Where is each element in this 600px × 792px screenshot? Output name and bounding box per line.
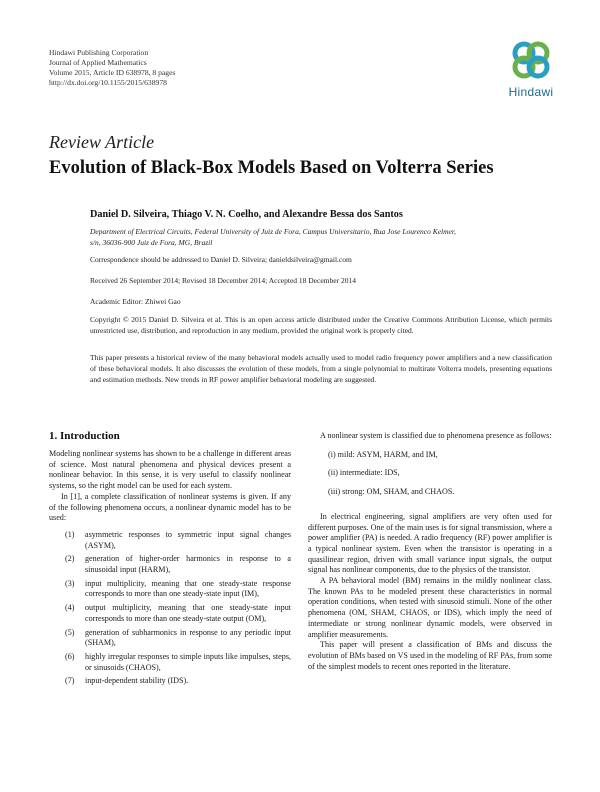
list-item: (1) asymmetric responses to symmetric input signal changes (ASYM), [65, 529, 291, 550]
list-item: (ii) intermediate: IDS, [328, 468, 400, 478]
correspondence: Correspondence should be addressed to Daniel D. Silveira; danieldsilveira@gmail.com [90, 255, 352, 264]
authors: Daniel D. Silveira, Thiago V. N. Coelho, and Alexandre Bessa dos Santos [90, 209, 403, 220]
right-column [308, 431, 552, 672]
academic-editor: Academic Editor: Zhiwei Gao [90, 297, 181, 306]
article-title: Evolution of Black-Box Models Based on Volterra Series [49, 158, 494, 178]
header-publisher: Hindawi Publishing Corporation [49, 48, 149, 57]
phenomena-list [49, 530, 291, 687]
affiliation-line-1: Department of Electrical Circuits, Federal University of Juiz de Fora, Campus Universitario, Rua Jose Lourenco Kelmer, [90, 227, 456, 236]
list-item: (4) output multiplicity, meaning that one steady-state input corresponds to more than one steady-state output (OM), [65, 603, 291, 623]
amplifier-paragraph: In electrical engineering, signal amplifiers are very often used for different purposes. One of the main uses is for signal transmission, where a power amplifier (PA) is needed. A radio frequency (RF) power amplifier is a typical nonlinear system. Even when the transistor is operating in a quasilinear region, driven with small variance input signals, the output signal has nonlinear components, due to the physics of the transistor. [308, 511, 552, 575]
list-item: (i) mild: ASYM, HARM, and IM, [328, 449, 438, 459]
article-type: Review Article [49, 132, 155, 152]
journal-header [49, 48, 175, 88]
hindawi-logo-text: Hindawi [508, 85, 554, 99]
intro-paragraph-2: In [1], a complete classification of nonlinear systems is given. If any of the following phenomena occurs, a nonlinear dynamic model has to be used: [49, 491, 291, 523]
list-item: (iii) strong: OM, SHAM, and CHAOS. [328, 487, 455, 497]
abstract: This paper presents a historical review of the many behavioral models actually used to model radio frequency power amplifiers and a new classification of these behavioral models. It also discusses the evolution of these models, from a single polynomial to multirate Volterra models, presenting equations and estimation methods. New trends in RF power amplifier behavioral modeling are suggested. [90, 353, 552, 384]
affiliation-line-2: s/n, 36036-900 Juiz de Fora, MG, Brazil [90, 238, 213, 247]
header-journal: Journal of Applied Mathematics [49, 58, 147, 67]
list-item: (5) generation of subharmonics in response to any periodic input (SHAM), [65, 627, 291, 648]
hindawi-logo [502, 40, 560, 106]
left-column [49, 449, 291, 687]
section-heading-introduction: 1. Introduction [49, 430, 120, 442]
header-volume: Volume 2015, Article ID 638978, 8 pages [49, 68, 176, 77]
classification-list [322, 450, 552, 498]
list-item: (3) input multiplicity, meaning that one steady-state response corresponds to more than one steady-state input (IM), [65, 578, 291, 599]
dates: Received 26 September 2014; Revised 18 December 2014; Accepted 18 December 2014 [90, 276, 356, 285]
behavioral-model-paragraph: A PA behavioral model (BM) remains in the mildly nonlinear class. The known PAs to be modeled present these characteristics in normal operation conditions, when tested with sinusoid stimuli. None of the other phenomena (OM, SHAM, CHAOS, or IDS), which imply the need of intermediate or strong nonlinear dynamic models, were observed in amplifier measurements. [308, 576, 552, 639]
list-item: (6) highly irregular responses to simple inputs like impulses, steps, or sinusoids (CHAOS), [65, 651, 291, 672]
list-item: (7) input-dependent stability (IDS). [65, 676, 189, 686]
copyright: Copyright © 2015 Daniel D. Silveira et al. This is an open access article distributed under the Creative Commons Attribution License, which permits unrestricted use, distribution, and reproduction in any medium, provided the original work is properly cited. [90, 315, 552, 335]
list-item: (2) generation of higher-order harmonics in response to a sinusoidal input (HARM), [65, 554, 291, 575]
header-doi[interactable]: http://dx.doi.org/10.1155/2015/638978 [49, 78, 167, 87]
paper-outline-paragraph: This paper will present a classification of BMs and discuss the evolution of BMs based on VS used in the modeling of RF PAs, from some of the simplest models to recent ones reported in the literature. [308, 640, 552, 671]
hindawi-logo-icon [509, 40, 553, 80]
classification-paragraph: A nonlinear system is classified due to phenomena presence as follows: [320, 431, 552, 440]
intro-paragraph-1: Modeling nonlinear systems has shown to be a challenge in different areas of science. Most natural phenomena and physical devices present a nonlinear behavior. In this sense, it is very useful to classify nonlinear systems, so the right model can be used for each system. [49, 449, 291, 491]
affiliation [90, 226, 552, 248]
